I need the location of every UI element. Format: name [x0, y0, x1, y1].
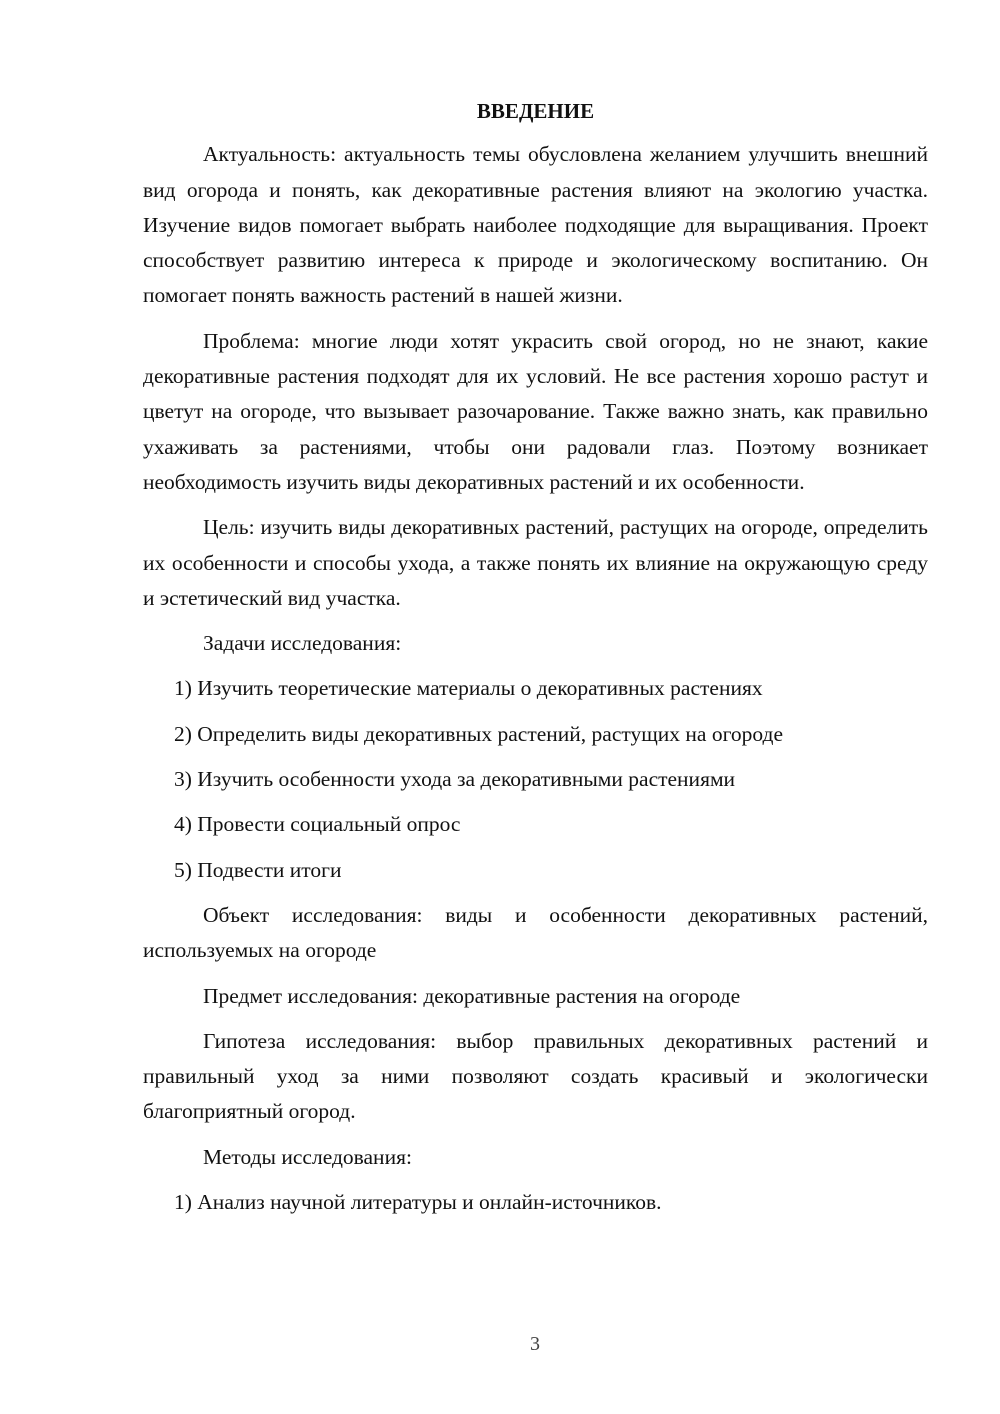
paragraph-problem: Проблема: многие люди хотят украсить свой огород, но не знают, какие декоративные растения подходят для их условий. Не все растения хорошо растут и цветут на огороде, что вызывает разочарование. Также важно знать, как правильно ухаживать за растениями, чтобы они радовали глаз. Поэтому возникает необходимость изучить виды декоративных растений и их особенности. — [143, 328, 928, 494]
task-item-2: 2) Определить виды декоративных растений, растущих на огороде — [174, 721, 783, 746]
task-item-3: 3) Изучить особенности ухода за декоративными растениями — [174, 767, 736, 792]
page-number: 3 — [530, 1333, 540, 1355]
document-page — [143, 94, 928, 1230]
task-item-4: 4) Провести социальный опрос — [174, 812, 461, 837]
task-item-5: 5) Подвести итоги — [174, 857, 342, 882]
paragraph-relevance: Актуальность: актуальность темы обусловлена желанием улучшить внешний вид огорода и понять, как декоративные растения влияют на экологию участка. Изучение видов помогает выбрать наиболее подходящие для выращивания. Проект способствует развитию интереса к природе и экологическому воспитанию. Он помогает понять важность растений в нашей жизни. — [143, 142, 928, 308]
method-item-1: 1) Анализ научной литературы и онлайн-источников. — [174, 1190, 662, 1215]
task-item-1: 1) Изучить теоретические материалы о декоративных растениях — [174, 676, 763, 701]
page-title: ВВЕДЕНИЕ — [476, 99, 595, 123]
paragraph-methods-heading: Методы исследования: — [203, 1144, 412, 1169]
paragraph-goal: Цель: изучить виды декоративных растений, растущих на огороде, определить их особенности и способы ухода, а также понять их влияние на окружающую среду и эстетический вид участка. — [143, 515, 928, 610]
paragraph-subject: Предмет исследования: декоративные растения на огороде — [203, 983, 741, 1008]
paragraph-tasks-heading: Задачи исследования: — [203, 631, 402, 656]
paragraph-hypothesis: Гипотеза исследования: выбор правильных декоративных растений и правильный уход за ними позволяют создать красивый и экологически благоприятный огород. — [143, 1028, 928, 1124]
paragraph-object: Объект исследования: виды и особенности декоративных растений, используемых на огороде — [143, 902, 928, 963]
